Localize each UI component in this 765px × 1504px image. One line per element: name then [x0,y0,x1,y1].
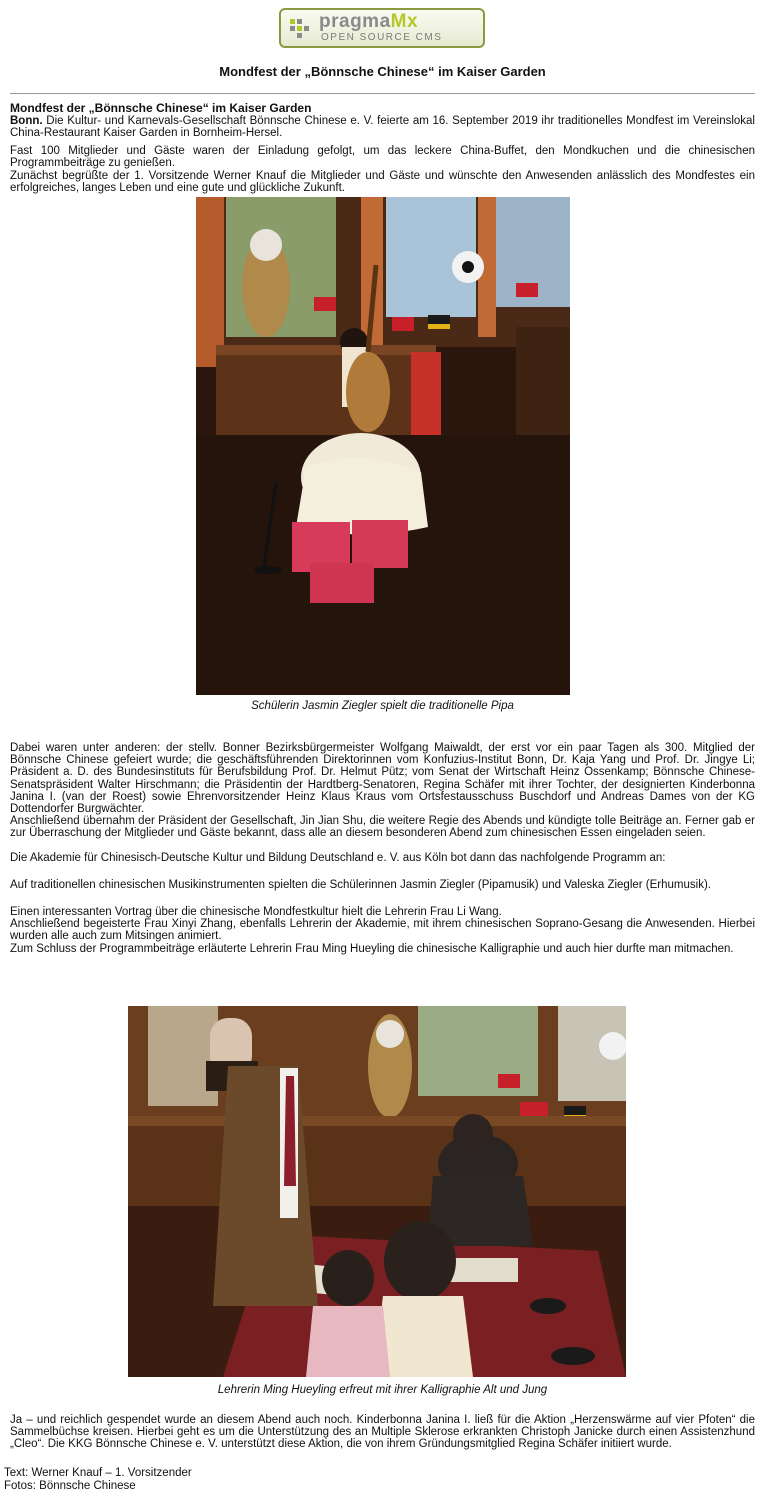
paragraph: Dabei waren unter anderen: der stellv. Bonner Bezirksbürgermeister Wolfgang Maiwaldt, der erst vor ein paar Tagen als 300. Mitglied der Bönnsche Chinese gefeiert wurde; die geschäftsführenden Direktorinnen vom Konfuzius-Institut Bonn, Dr. Kaja Yang und Prof. Dr. Jingye Li; Präsident a. D. des Bundesinstituts für Berufsbildung Prof. Dr. Helmut Pütz; vom Senat der Wirtschaft Heinz Ossenkamp; Bönnsche Chinese-Senatspräsident Walter Hirschmann; die Präsidentin der Hardtberg-Senatoren, Regina Schäfer mit ihrer Tochter, der designierten Kinderbonna Janina I. (van der Roest) sowie Ehrenvorsitzender Heinz Klaus Kraus vom Ortsfestausschuss Buschdorf und Andreas Dames von der KG Dottendorfer Burgwächter. [10,742,755,816]
logo-square [297,33,302,38]
paragraph: Ja – und reichlich gespendet wurde an diesem Abend auch noch. Kinderbonna Janina I. ließ für die Aktion „Herzenswärme auf vier Pfoten“ die Sammelbüchse kreisen. Hierbei geht es um die Unterstützung des an Multiple Sklerose erkrankten Christoph Janicke durch einen Assistenzhund „Cleo“. Die KKG Bönnsche Chinese e. V. unterstützt diese Aktion, die von ihrem Gründungsmitglied Regina Schäfer initiiert wurde. [10,1414,755,1451]
photo-pipa-player [196,197,570,695]
paragraph: Anschließend übernahm der Präsident der Gesellschaft, Jin Jian Shu, die weitere Regie des Abends und kündigte tolle Beiträge an. Ferner gab er zur Überraschung der Mitglieder und Gäste bekannt, dass alle an diesem besonderen Abend zum chinesischen Essen eingeladen seien. [10,815,755,840]
logo-wordmark: pragmaMx [319,11,419,32]
article-title: Mondfest der „Bönnsche Chinese“ im Kaiser Garden [10,101,312,115]
photo-calligraphy [128,1006,626,1377]
page-title: Mondfest der „Bönnsche Chinese“ im Kaiser Garden [219,64,546,79]
paragraph: Die Akademie für Chinesisch-Deutsche Kultur und Bildung Deutschland e. V. aus Köln bot dann das nachfolgende Programm an: [10,852,666,864]
paragraph: Fast 100 Mitglieder und Gäste waren der Einladung gefolgt, um das leckere China-Buffet, den Mondkuchen und die chinesischen Programmbeiträge zu genießen. [10,145,755,170]
paragraph: Zunächst begrüßte der 1. Vorsitzende Werner Knauf die Mitglieder und Gäste und wünschte den Anwesenden anlässlich des Mondfestes ein erfolgreiches, langes Leben und eine gute und glückliche Zukunft. [10,170,755,195]
logo-square [290,26,295,31]
paragraph: Einen interessanten Vortrag über die chinesische Mondfestkultur hielt die Lehrerin Frau Li Wang. [10,906,502,918]
photo-caption: Schülerin Jasmin Ziegler spielt die traditionelle Pipa [251,700,514,712]
logo-square [304,26,309,31]
logo-subtitle: OPEN SOURCE CMS [321,32,443,43]
lead-paragraph: Bonn. Die Kultur- und Karnevals-Gesellschaft Bönnsche Chinese e. V. feierte am 16. September 2019 ihr traditionelles Mondfest im Vereinslokal China-Restaurant Kaiser Garden in Bornheim-Hersel. [10,115,755,140]
logo-square [297,19,302,24]
pragmamx-logo[interactable] [279,8,485,48]
paragraph: Auf traditionellen chinesischen Musikinstrumenten spielten die Schülerinnen Jasmin Ziegler (Pipamusik) und Valeska Ziegler (Erhumusik). [10,879,711,891]
dateline: Bonn. [10,115,43,127]
divider [10,93,755,94]
credit-photos: Fotos: Bönnsche Chinese [4,1480,136,1492]
paragraph: Zum Schluss der Programmbeiträge erläuterte Lehrerin Frau Ming Hueyling die chinesische Kalligraphie und auch hier durfte man mitmachen. [10,943,734,955]
photo-caption: Lehrerin Ming Hueyling erfreut mit ihrer Kalligraphie Alt und Jung [217,1384,548,1396]
paragraph: Anschließend begeisterte Frau Xinyi Zhang, ebenfalls Lehrerin der Akademie, mit ihrem chinesischen Soprano-Gesang die Anwesenden. Hierbei wurden alle auch zum Mitsingen animiert. [10,918,755,943]
credit-text: Text: Werner Knauf – 1. Vorsitzender [4,1467,192,1479]
logo-square [290,19,295,24]
logo-square [297,26,302,31]
